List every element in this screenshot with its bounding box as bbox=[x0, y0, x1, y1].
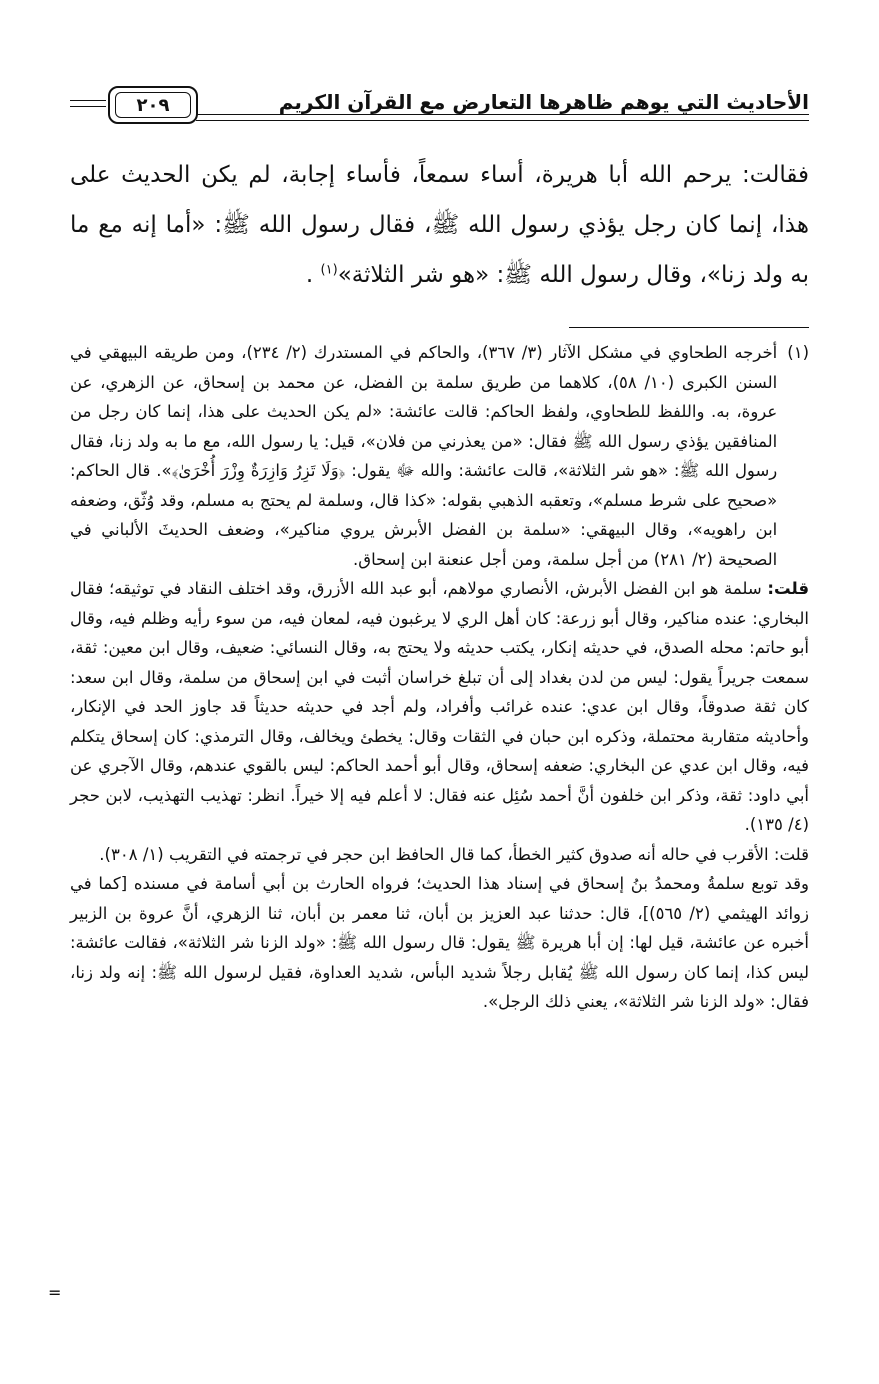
footnote-paragraph: وقد توبع سلمةُ ومحمدُ بنُ إسحاق في إسناد هذا الحديث؛ فرواه الحارث بن أبي أسامة في مسنده [كما في زوائد الهيثمي (٢/ ٥٦٥)]، قال: حدثنا عبد العزيز بن أبان، ثنا معمر بن أبان، ثنا الزهري، أنَّ عروة بن الزبير أخبره عن عائشة، قيل لها: إن أبا هريرة ﷺ يقول: قال رسول الله ﷺ: «ولد الزنا شر الثلاثة»، فقالت عائشة: ليس كذا، إنما كان رسول الله ﷺ يُقابل رجلاً شديد البأس، شديد العداوة، فقيل لرسول الله ﷺ: إنه ولد زنا، فقال: «ولد الزنا شر الثلاثة»، يعني ذلك الرجل». bbox=[70, 874, 809, 1011]
page-number: ٢٠٩ bbox=[115, 92, 191, 118]
footnote-text: أخرجه الطحاوي في مشكل الآثار (٣/ ٣٦٧)، والحاكم في المستدرك (٢/ ٢٣٤)، ومن طريقه البيهقي في السنن الكبرى (١٠/ ٥٨)، كلاهما من طريق سلمة بن الفضل، عن محمد بن إسحاق، عن الزهري، عن عروة، به. واللفظ للطحاوي، ولفظ الحاكم: قالت عائشة: «لم يكن الحديث على هذا، إنما كان رجل من المنافقين يؤذي رسول الله ﷺ فقال: «من يعذرني من فلان»، قيل: يا رسول الله، مع ما به ولد زنا، فقال رسول الله ﷺ: «هو شر الثلاثة»، قالت عائشة: والله ﷻ يقول: ﴿وَلَا تَزِرُ وَازِرَةٌ وِزْرَ أُخْرَىٰ﴾». قال الحاكم: «صحيح على شرط مسلم»، وتعقبه الذهبي بقوله: «كذا قال، وسلمة لم يحتج به مسلم، وقد وُثّق، وضعفه ابن راهويه»، وقال البيهقي: «سلمة بن الفضل الأبرش يروي مناكير»، وضعف الحديثَ الألباني في الصحيحة (٢/ ٢٨١) من أجل سلمة، ومن أجل عنعنة ابن إسحاق. bbox=[70, 343, 778, 569]
footnote-number: (١) bbox=[787, 343, 809, 362]
main-paragraph: فقالت: يرحم الله أبا هريرة، أساء سمعاً، فأساء إجابة، لم يكن الحديث على هذا، إنما كان رجل يؤذي رسول الله ﷺ، فقال رسول الله ﷺ: «أما إنه مع ما به ولد زنا»، وقال رسول الله ﷺ: «هو شر الثلاثة» bbox=[70, 162, 809, 288]
header-rule bbox=[70, 100, 106, 101]
header-rule bbox=[70, 106, 106, 107]
footnote-paragraph bbox=[70, 574, 809, 840]
footnote-reference: (١) bbox=[320, 262, 338, 278]
footnotes bbox=[70, 338, 809, 1017]
page-header bbox=[70, 82, 809, 132]
footnote-separator bbox=[569, 327, 809, 328]
header-rule bbox=[196, 120, 809, 121]
page-number-frame bbox=[108, 86, 198, 124]
main-text bbox=[70, 150, 809, 300]
running-title: الأحاديث التي يوهم ظاهرها التعارض مع القرآن الكريم bbox=[278, 90, 809, 114]
header-rule bbox=[196, 114, 809, 115]
footnote-label: قلت: bbox=[767, 579, 809, 598]
footnote-paragraph: قلت: الأقرب في حاله أنه صدوق كثير الخطأ، كما قال الحافظ ابن حجر في ترجمته في التقريب (١/ ٣٠٨). bbox=[99, 844, 809, 864]
footnote-1 bbox=[70, 338, 809, 574]
continuation-mark: = bbox=[48, 1283, 62, 1302]
main-end: . bbox=[305, 262, 314, 288]
footnote-paragraph-text: سلمة هو ابن الفضل الأبرش، الأنصاري مولاهم، أبو عبد الله الأزرق، وقد اختلف النقاد في توثيقه؛ فقال البخاري: عنده مناكير، وقال أبو زرعة: كان أهل الري لا يرغبون فيه، لمعان فيه، من سوء رأيه وظلم فيه، وقال أبو حاتم: محله الصدق، في حديثه إنكار، يكتب حديثه ولا يحتج به، وقال النسائي: ضعيف، وقال ابن معين: ثقة، سمعت جريراً يقول: ليس من لدن بغداد إلى أن تبلغ خراسان أثبت في ابن إسحاق من سلمة، وقال ابن سعد: كان ثقة صدوقاً، وقال ابن عدي: عنده غرائب وأفراد، ولم أجد في حديثه حديثاً قد جاوز الحد في الإنكار، وأحاديثه متقاربة محتملة، وذكره ابن حبان في الثقات وقال: يخطئ ويخالف، وقال الترمذي: كان إسحاق يتكلم فيه، وقال ابن عدي عن البخاري: ضعفه إسحاق، وقال أبو أحمد الحاكم: ليس بالقوي عندهم، وقال الآجري عن أبي داود: ثقة، وذكر ابن خلفون أنَّ أحمد سُئِل عنه فقال: لا أعلم فيه إلا خيراً. انظر: تهذيب التهذيب، لابن حجر (٤/ ١٣٥). bbox=[70, 579, 809, 834]
